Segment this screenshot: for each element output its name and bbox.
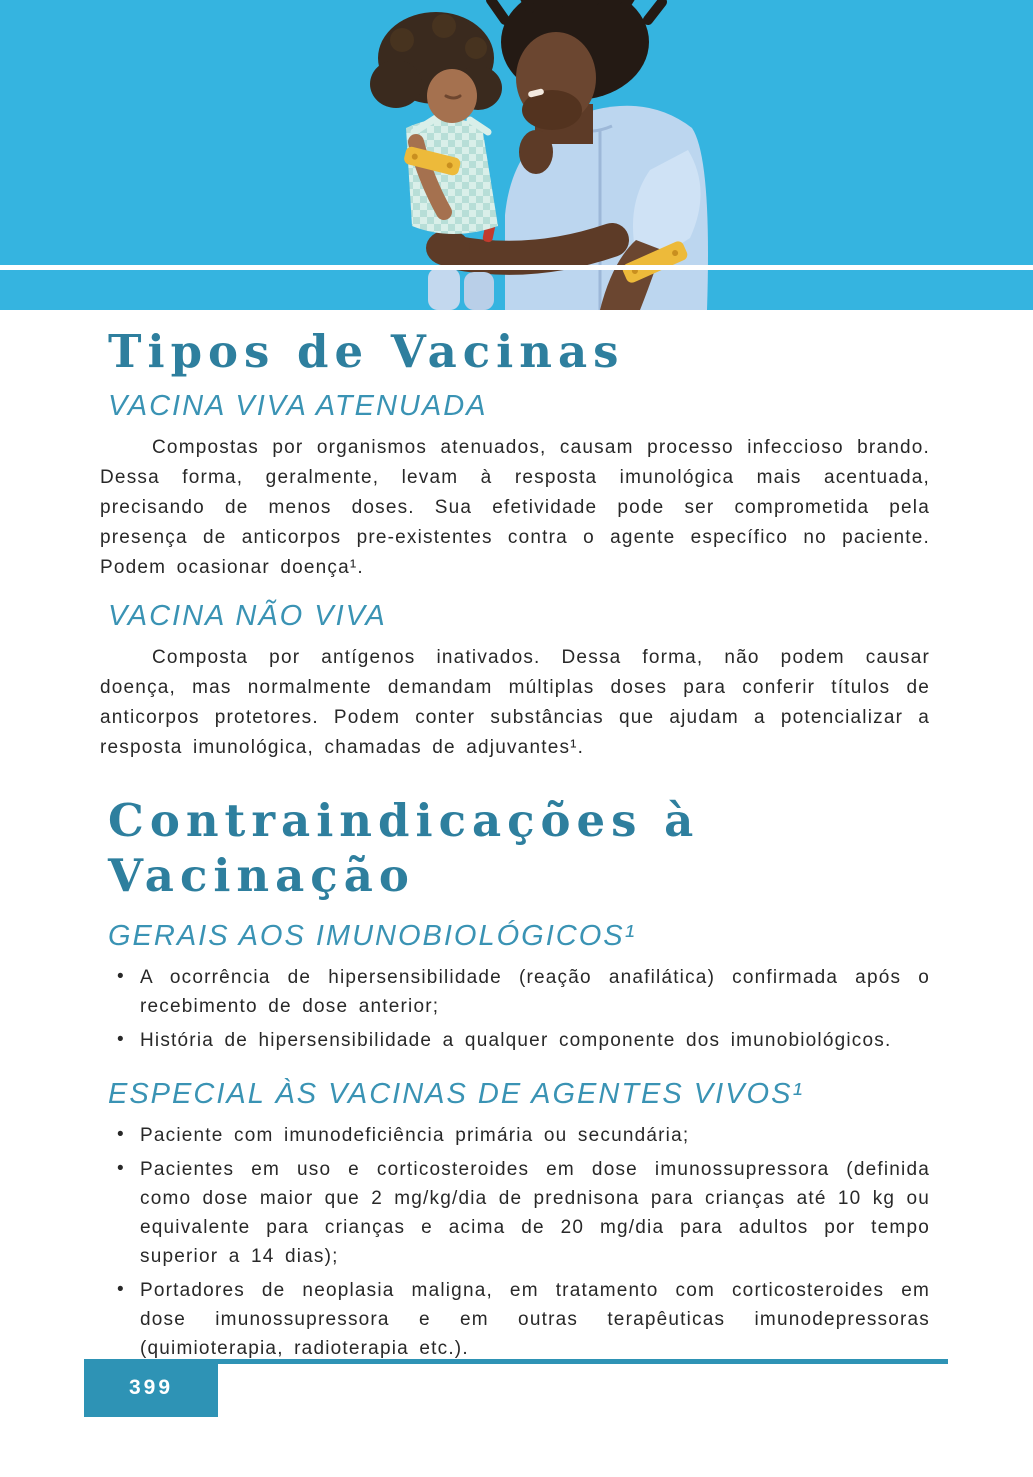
hero-photo-illustration [0,0,1033,310]
paragraph-vacina-viva-atenuada: Compostas por organismos atenuados, causam processo infeccioso brando. Dessa forma, geralmente, levam à resposta imunológica mais acentuada, precisando de menos doses. Sua efetividade pode ser comprometida pela presença de anticorpos pre-existentes contra o agente específico no paciente. Podem ocasionar doença¹. [100,437,930,578]
page-number-badge [84,1359,218,1417]
bullet-list-especial [100,1121,930,1363]
paragraph-vacina-nao-viva: Composta por antígenos inativados. Dessa forma, não podem causar doença, mas normalmente demandam múltiplas doses para conferir títulos de anticorpos protetores. Podem conter substâncias que ajudam a potencializar a resposta imunológica, chamadas de adjuvantes¹. [100,647,930,758]
photo-divider-line [0,265,1033,270]
hero-photo [0,0,1033,310]
section-heading-gerais-imunobiologicos: GERAIS AOS IMUNOBIOLÓGICOS¹ [108,920,637,952]
list-item: • História de hipersensibilidade a qualquer componente dos imunobiológicos. [100,1026,930,1055]
bullet-list-gerais [100,963,930,1055]
list-item: • Paciente com imunodeficiência primária ou secundária; [100,1121,930,1150]
list-item: • A ocorrência de hipersensibilidade (reação anafilática) confirmada após o recebimento de dose anterior; [100,963,930,1021]
page-title-contraindicacoes: Contraindicações à Vacinação [108,794,700,902]
page-title-tipos-de-vacinas: Tipos de Vacinas [108,325,625,378]
section-heading-vacina-viva-atenuada: VACINA VIVA ATENUADA [108,390,488,422]
page-number: 399 [128,1376,174,1399]
list-item: • Portadores de neoplasia maligna, em tratamento com corticosteroides em dose imunossupressora e em outras terapêuticas imunodepressoras (quimioterapia, radioterapia etc.). [100,1276,930,1363]
content-area [100,316,930,1368]
section-heading-especial-agentes-vivos: ESPECIAL ÀS VACINAS DE AGENTES VIVOS¹ [108,1078,805,1110]
section-heading-vacina-nao-viva: VACINA NÃO VIVA [108,600,387,632]
list-item: • Pacientes em uso e corticosteroides em dose imunossupressora (definida como dose maior que 2 mg/kg/dia de prednisona para crianças até 10 kg ou equivalente para crianças e acima de 20 mg/dia para adultos por tempo superior a 14 dias); [100,1155,930,1271]
